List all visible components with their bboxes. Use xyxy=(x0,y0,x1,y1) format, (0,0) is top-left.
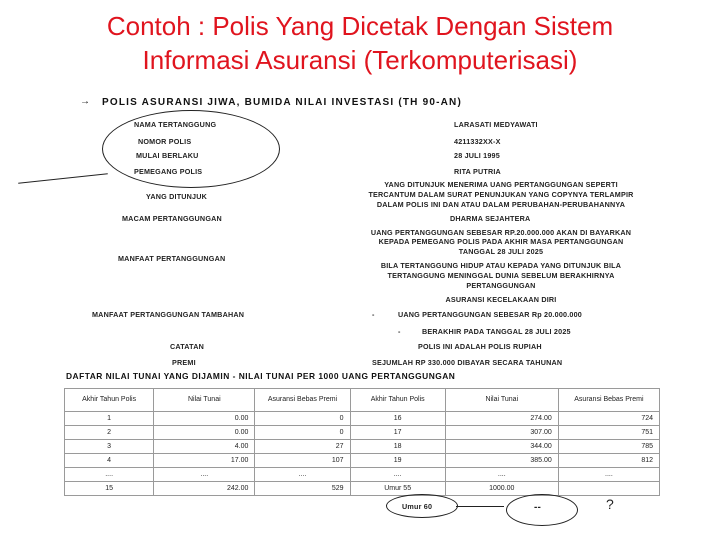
beneficiary-text-1: YANG DITUNJUK MENERIMA UANG PERTANGGUNGAN SEPERTI xyxy=(384,180,618,189)
table-cell: 3 xyxy=(65,440,154,454)
benefit-text-6: PERTANGGUNGAN xyxy=(466,281,536,290)
column-header: Akhir Tahun Polis xyxy=(350,389,445,412)
table-cell: 1 xyxy=(65,412,154,426)
cash-value-table xyxy=(64,388,660,496)
field-label-start-date: MULAI BERLAKU xyxy=(136,151,199,160)
policy-document-image xyxy=(60,90,700,530)
table-cell: 344.00 xyxy=(445,440,558,454)
table-row xyxy=(65,468,660,482)
table-cell: 19 xyxy=(350,454,445,468)
table-cell xyxy=(558,482,659,496)
table-cell: .... xyxy=(154,468,255,482)
table-cell: 15 xyxy=(65,482,154,496)
rider-label: MANFAAT PERTANGGUNGAN TAMBAHAN xyxy=(92,310,245,319)
table-cell: 4 xyxy=(65,454,154,468)
rider-text-1: ASURANSI KECELAKAAN DIRI xyxy=(445,295,557,304)
table-cell: .... xyxy=(350,468,445,482)
table-cell: 17 xyxy=(350,426,445,440)
field-value-name: LARASATI MEDYAWATI xyxy=(454,120,538,129)
age-60-label: Umur 60 xyxy=(402,502,433,511)
arrow-icon: → xyxy=(80,96,92,107)
rider-text-2: UANG PERTANGGUNGAN SEBESAR Rp 20.000.000 xyxy=(398,310,583,319)
table-cell: 812 xyxy=(558,454,659,468)
column-header: Nilai Tunai xyxy=(445,389,558,412)
table-row xyxy=(65,482,660,496)
connector-line xyxy=(456,506,504,507)
table-row xyxy=(65,454,660,468)
field-label-policy-number: NOMOR POLIS xyxy=(138,137,192,146)
cash-value-table-title: DAFTAR NILAI TUNAI YANG DIJAMIN - NILAI TUNAI PER 1000 UANG PERTANGGUNGAN xyxy=(66,371,456,381)
table-cell: 785 xyxy=(558,440,659,454)
benefit-text-5: TERTANGGUNG MENINGGAL DUNIA SEBELUM BERAKHIRNYA xyxy=(387,271,615,280)
table-cell: .... xyxy=(255,468,350,482)
note-label: CATATAN xyxy=(170,342,204,351)
column-header: Akhir Tahun Polis xyxy=(65,389,154,412)
column-header: Asuransi Bebas Premi xyxy=(255,389,350,412)
coverage-type-value: DHARMA SEJAHTERA xyxy=(450,214,531,223)
slide-title-line-2: Informasi Asuransi (Terkomputerisasi) xyxy=(142,45,578,75)
table-cell: 0.00 xyxy=(154,412,255,426)
premium-label: PREMI xyxy=(172,358,196,367)
field-value-start-date: 28 JULI 1995 xyxy=(454,151,500,160)
table-cell: 724 xyxy=(558,412,659,426)
table-cell: 107 xyxy=(255,454,350,468)
pointer-line xyxy=(18,173,108,184)
table-cell: 18 xyxy=(350,440,445,454)
column-header: Nilai Tunai xyxy=(154,389,255,412)
table-row xyxy=(65,426,660,440)
premium-value: SEJUMLAH RP 330.000 DIBAYAR SECARA TAHUNAN xyxy=(372,358,563,367)
slide-title-line-1: Contoh : Polis Yang Dicetak Dengan Sistem xyxy=(106,11,614,41)
table-cell: Umur 55 xyxy=(350,482,445,496)
table-cell: 16 xyxy=(350,412,445,426)
table-cell: 242.00 xyxy=(154,482,255,496)
table-cell: .... xyxy=(558,468,659,482)
benefit-text-4: BILA TERTANGGUNG HIDUP ATAU KEPADA YANG DITUNJUK BILA xyxy=(380,261,622,270)
note-value: POLIS INI ADALAH POLIS RUPIAH xyxy=(418,342,542,351)
benefit-label: MANFAAT PERTANGGUNGAN xyxy=(118,254,226,263)
rider-text-3: BERAKHIR PADA TANGGAL 28 JULI 2025 xyxy=(422,327,571,336)
table-cell: 27 xyxy=(255,440,350,454)
table-cell: 0 xyxy=(255,412,350,426)
question-mark: ? xyxy=(606,496,614,512)
benefit-text-2: KEPADA PEMEGANG POLIS PADA AKHIR MASA PERTANGGUNGAN xyxy=(378,237,624,246)
benefit-text-1: UANG PERTANGGUNGAN SEBESAR RP.20.000.000 AKAN DI BAYARKAN xyxy=(370,228,632,237)
table-cell: .... xyxy=(445,468,558,482)
rider-dash-2: - xyxy=(398,327,401,336)
table-cell: 2 xyxy=(65,426,154,440)
unknown-value-dashes: -- xyxy=(534,502,542,513)
rider-dash-1: - xyxy=(372,310,375,319)
field-value-policyholder: RITA PUTRIA xyxy=(454,167,501,176)
table-cell: 1000.00 xyxy=(445,482,558,496)
table-row xyxy=(65,440,660,454)
field-value-policy-number: 4211332XX-X xyxy=(454,137,501,146)
table-cell: 307.00 xyxy=(445,426,558,440)
table-cell: 274.00 xyxy=(445,412,558,426)
field-label-policyholder: PEMEGANG POLIS xyxy=(134,167,203,176)
table-cell: 529 xyxy=(255,482,350,496)
table-cell: 0.00 xyxy=(154,426,255,440)
beneficiary-label: YANG DITUNJUK xyxy=(146,192,208,201)
beneficiary-text-2: TERCANTUM DALAM SURAT PENUNJUKAN YANG COPYNYA TERLAMPIR xyxy=(368,190,634,199)
table-cell: 751 xyxy=(558,426,659,440)
table-cell: 4.00 xyxy=(154,440,255,454)
table-cell: 17.00 xyxy=(154,454,255,468)
beneficiary-text-3: DALAM POLIS INI DAN ATAU DALAM PERUBAHAN-PERUBAHANNYA xyxy=(376,200,626,209)
table-cell: 385.00 xyxy=(445,454,558,468)
table-row xyxy=(65,412,660,426)
table-header-row xyxy=(65,389,660,412)
benefit-text-3: TANGGAL 28 JULI 2025 xyxy=(458,247,544,256)
table-cell: 0 xyxy=(255,426,350,440)
policy-heading: POLIS ASURANSI JIWA, BUMIDA NILAI INVESTASI (TH 90-AN) xyxy=(102,97,463,108)
column-header: Asuransi Bebas Premi xyxy=(558,389,659,412)
unknown-value-oval xyxy=(506,494,578,526)
coverage-type-label: MACAM PERTANGGUNGAN xyxy=(122,214,222,223)
field-label-name: NAMA TERTANGGUNG xyxy=(134,120,217,129)
table-cell: .... xyxy=(65,468,154,482)
